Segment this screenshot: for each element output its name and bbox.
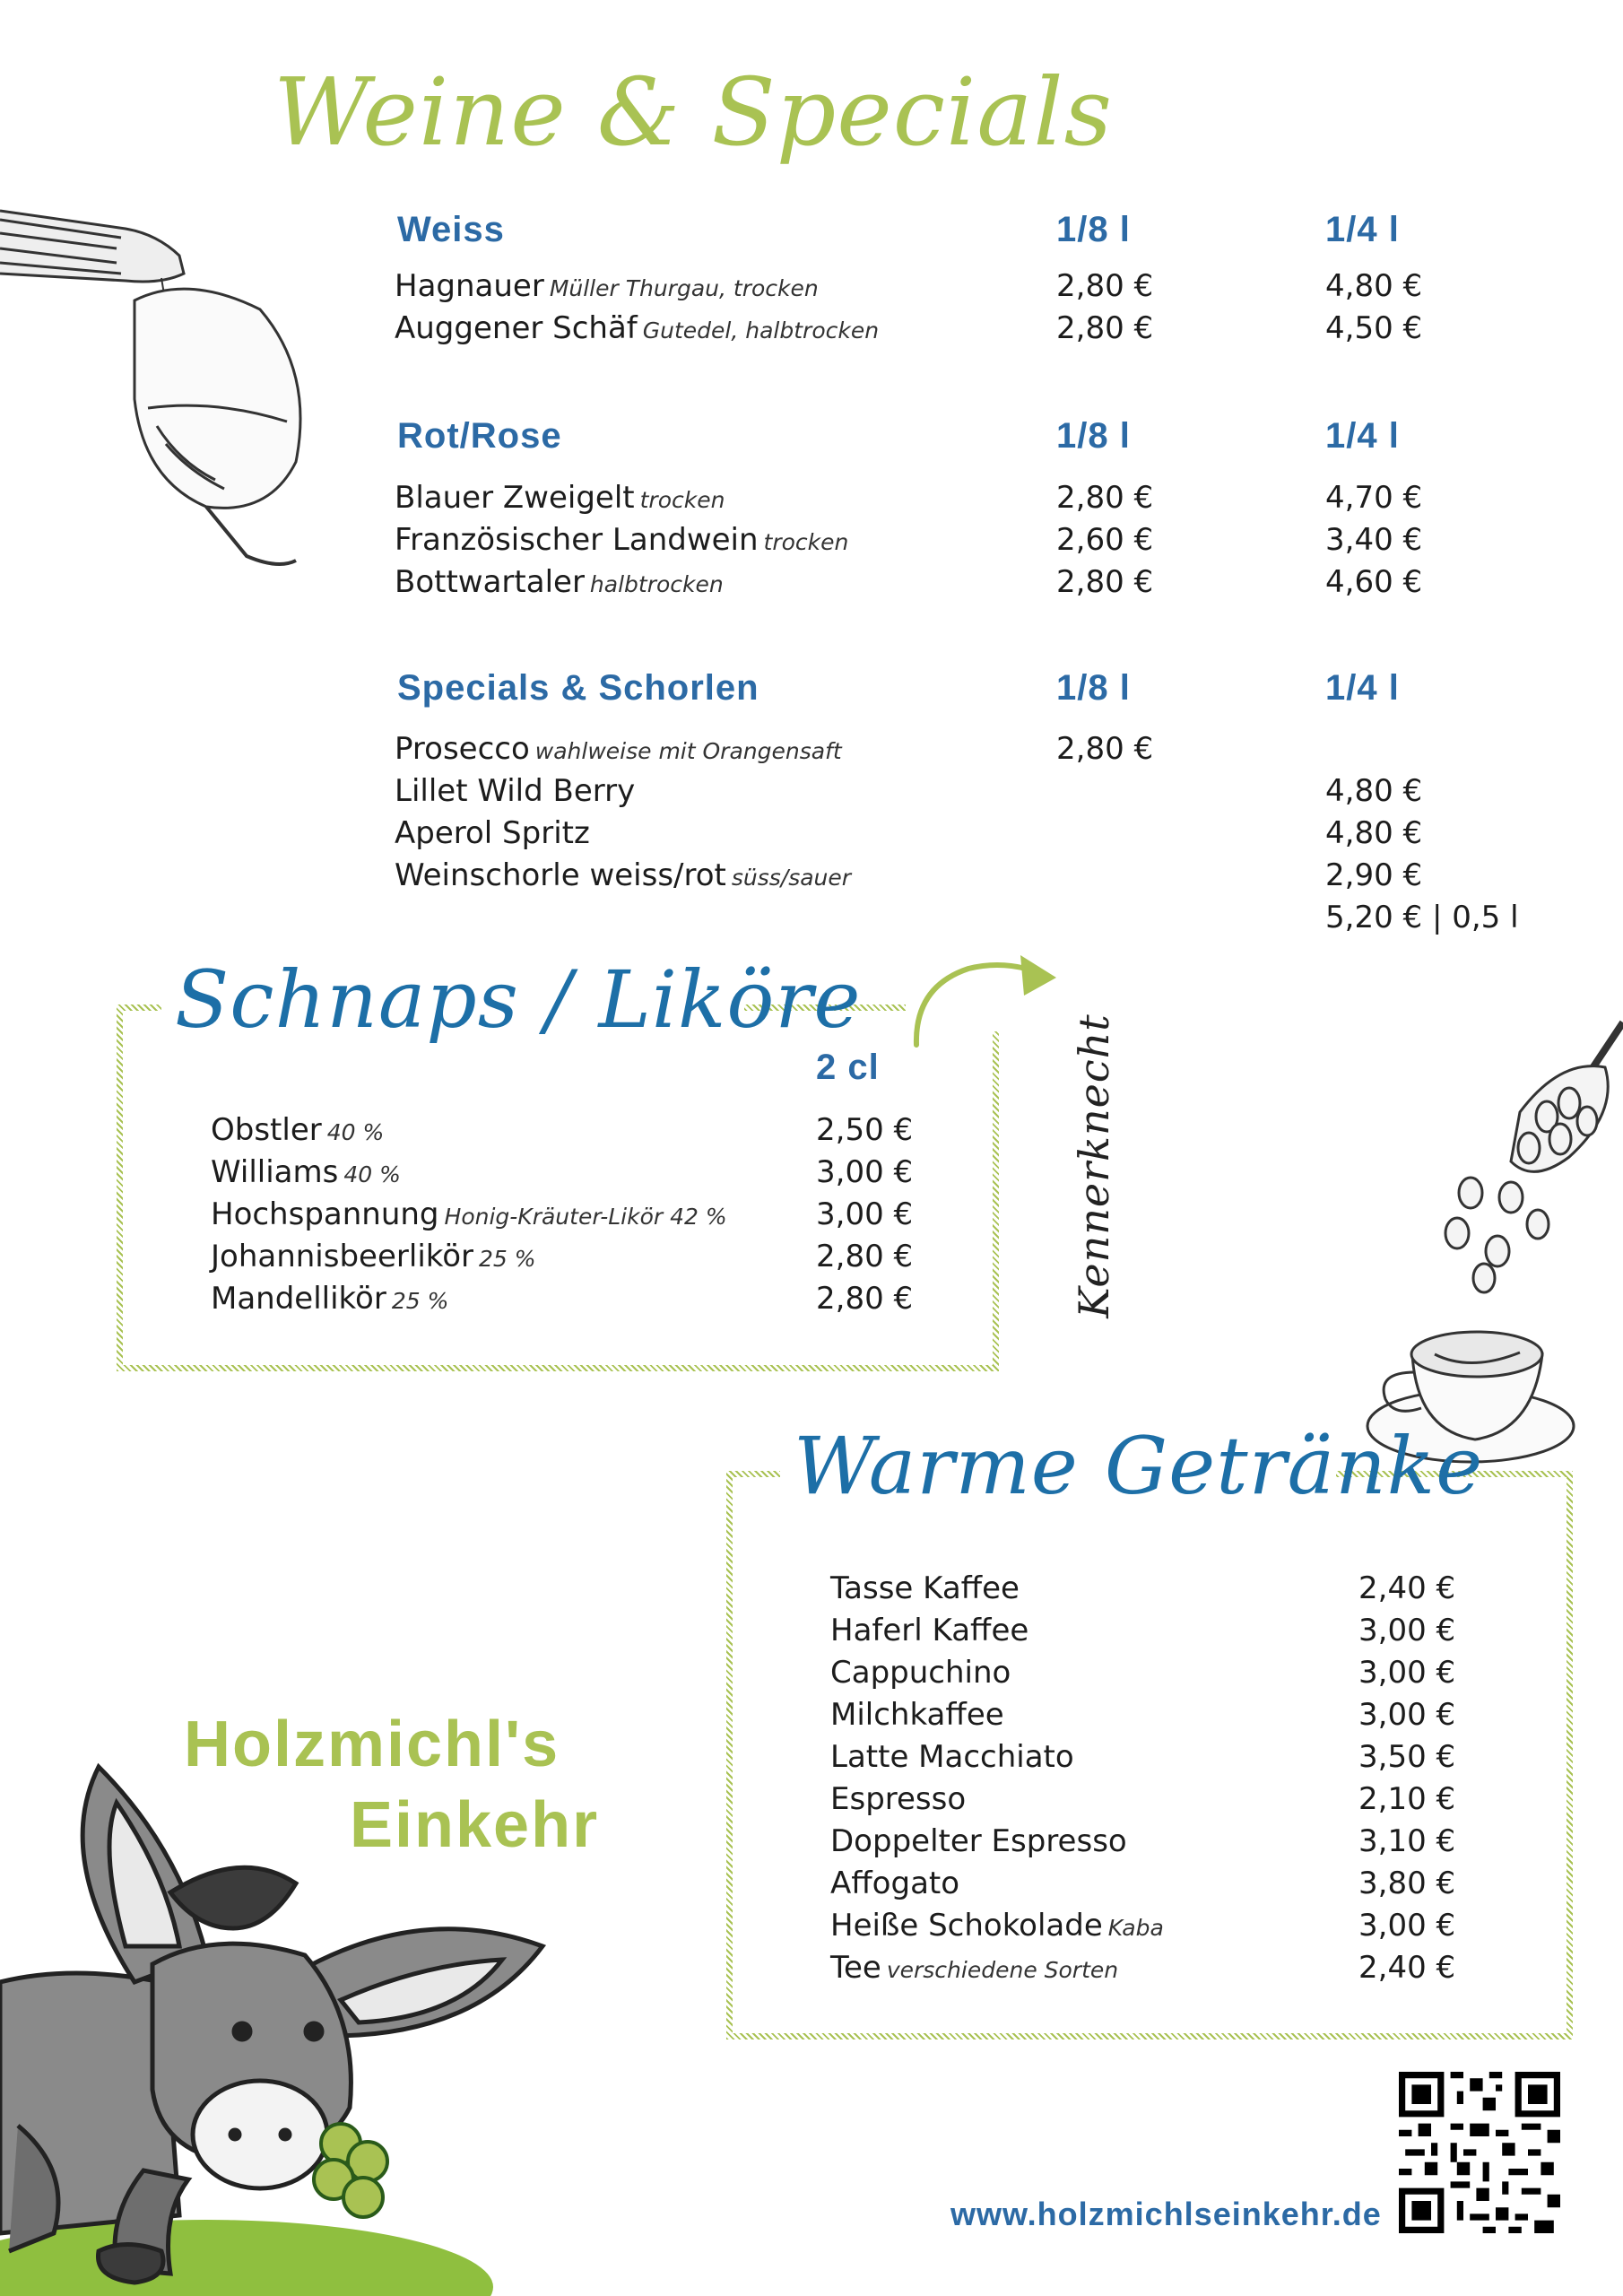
menu-item <box>830 1739 1074 1775</box>
price: 3,00 € <box>1358 1697 1456 1733</box>
price: 2,60 € <box>1056 522 1154 558</box>
price: 3,00 € <box>816 1154 914 1190</box>
price: 3,00 € <box>1358 1655 1456 1691</box>
price: 2,10 € <box>1358 1781 1456 1817</box>
item-name: Cappuchino <box>830 1655 1011 1691</box>
price: 4,70 € <box>1325 480 1423 516</box>
item-name: Bottwartaler <box>395 564 585 600</box>
menu-item <box>395 815 590 851</box>
item-name: Hagnauer <box>395 268 544 304</box>
item-desc: 25 % <box>391 1288 449 1314</box>
menu-item <box>830 1950 1118 1988</box>
column-header-2cl: 2 cl <box>816 1048 880 1087</box>
menu-item <box>395 773 635 809</box>
menu-item <box>211 1112 384 1151</box>
menu-item <box>395 731 842 770</box>
price: 3,10 € <box>1358 1823 1456 1859</box>
section-heading-specials: Specials & Schorlen <box>397 668 759 708</box>
column-header-quarter: 1/4 l <box>1325 668 1400 708</box>
price: 3,00 € <box>816 1196 914 1232</box>
wine-pour-illustration <box>0 193 314 578</box>
price: 2,90 € <box>1325 857 1423 893</box>
item-name: Lillet Wild Berry <box>395 773 636 809</box>
price: 4,80 € <box>1325 815 1423 851</box>
item-desc: wahlweise mit Orangensaft <box>534 738 842 764</box>
donkey-mascot-illustration <box>0 1749 556 2296</box>
price: 3,00 € <box>1358 1613 1456 1648</box>
item-name: Mandellikör <box>211 1281 386 1317</box>
item-name: Doppelter Espresso <box>830 1823 1127 1859</box>
item-name: Heiße Schokolade <box>830 1908 1103 1944</box>
menu-item <box>830 1697 1004 1733</box>
kennerknecht-signature: Kennerknecht <box>1070 1013 1118 1318</box>
price: 4,80 € <box>1325 773 1423 809</box>
item-name: Tasse Kaffee <box>830 1570 1020 1606</box>
item-name: Auggener Schäf <box>395 310 638 346</box>
item-name: Milchkaffee <box>830 1697 1004 1733</box>
price: 3,80 € <box>1358 1866 1456 1901</box>
menu-item <box>830 1823 1127 1859</box>
price: 2,80 € <box>1056 310 1154 346</box>
item-desc: süss/sauer <box>731 865 852 891</box>
price: 2,80 € <box>816 1239 914 1274</box>
price: 2,80 € <box>816 1281 914 1317</box>
menu-item <box>830 1570 1020 1606</box>
menu-item <box>211 1196 727 1235</box>
item-desc: trocken <box>763 529 849 555</box>
menu-item <box>830 1613 1028 1648</box>
item-name: Johannisbeerlikör <box>211 1239 474 1274</box>
item-name: Hochspannung <box>211 1196 439 1232</box>
price: 2,80 € <box>1056 564 1154 600</box>
price-extra: 5,20 € | 0,5 l <box>1325 900 1519 935</box>
menu-item <box>395 268 819 307</box>
item-desc: 40 % <box>326 1119 385 1145</box>
item-name: Affogato <box>830 1866 960 1901</box>
menu-item <box>395 310 879 349</box>
price: 4,50 € <box>1325 310 1423 346</box>
item-name: Latte Macchiato <box>830 1739 1074 1775</box>
page-title: Weine & Specials <box>273 57 1113 167</box>
arrow-icon <box>906 951 1058 1049</box>
column-header-eighth: 1/8 l <box>1056 668 1131 708</box>
item-desc: halbtrocken <box>589 571 724 597</box>
item-name: Französischer Landwein <box>395 522 759 558</box>
menu-item <box>395 857 851 896</box>
schnaps-title: Schnaps / Liköre <box>175 953 862 1046</box>
column-header-eighth: 1/8 l <box>1056 416 1131 456</box>
price: 4,80 € <box>1325 268 1423 304</box>
menu-item <box>395 480 725 518</box>
price: 2,80 € <box>1056 731 1154 767</box>
coffee-scoop-illustration <box>1435 1004 1623 1300</box>
price: 2,80 € <box>1056 268 1154 304</box>
item-desc: 40 % <box>343 1161 401 1187</box>
column-header-quarter: 1/4 l <box>1325 416 1400 456</box>
price: 2,40 € <box>1358 1950 1456 1986</box>
item-name: Haferl Kaffee <box>830 1613 1029 1648</box>
item-desc: Müller Thurgau, trocken <box>549 275 819 301</box>
menu-item <box>830 1655 1011 1691</box>
item-name: Tee <box>830 1950 881 1986</box>
item-desc: Kaba <box>1107 1915 1164 1941</box>
item-desc: Honig-Kräuter-Likör 42 % <box>444 1204 727 1230</box>
item-name: Espresso <box>830 1781 967 1817</box>
price: 3,50 € <box>1358 1739 1456 1775</box>
section-heading-weiss: Weiss <box>397 210 505 249</box>
item-name: Blauer Zweigelt <box>395 480 635 516</box>
item-name: Weinschorle weiss/rot <box>395 857 726 893</box>
brand-line-1: Holzmichl's <box>184 1709 560 1780</box>
price: 2,50 € <box>816 1112 914 1148</box>
item-name: Williams <box>211 1154 339 1190</box>
brand-line-2: Einkehr <box>350 1789 600 1861</box>
menu-item <box>211 1239 536 1277</box>
price: 2,80 € <box>1056 480 1154 516</box>
website-link[interactable]: www.holzmichlseinkehr.de <box>950 2196 1382 2232</box>
column-header-eighth: 1/8 l <box>1056 210 1131 249</box>
menu-item <box>830 1781 966 1817</box>
price: 3,40 € <box>1325 522 1423 558</box>
section-heading-rot: Rot/Rose <box>397 416 562 456</box>
menu-item <box>395 564 724 603</box>
price: 4,60 € <box>1325 564 1423 600</box>
menu-item <box>395 522 848 561</box>
item-desc: Gutedel, halbtrocken <box>642 317 880 344</box>
qr-code[interactable] <box>1399 2072 1560 2233</box>
item-name: Aperol Spritz <box>395 815 590 851</box>
menu-item <box>830 1866 959 1901</box>
price: 3,00 € <box>1358 1908 1456 1944</box>
column-header-quarter: 1/4 l <box>1325 210 1400 249</box>
menu-item <box>211 1281 448 1319</box>
menu-item <box>211 1154 401 1193</box>
item-name: Prosecco <box>395 731 530 767</box>
item-name: Obstler <box>211 1112 322 1148</box>
price: 2,40 € <box>1358 1570 1456 1606</box>
item-desc: trocken <box>639 487 725 513</box>
menu-item <box>830 1908 1164 1946</box>
item-desc: 25 % <box>479 1246 536 1272</box>
item-desc: verschiedene Sorten <box>886 1957 1119 1983</box>
warm-drinks-title: Warme Getränke <box>794 1420 1484 1512</box>
